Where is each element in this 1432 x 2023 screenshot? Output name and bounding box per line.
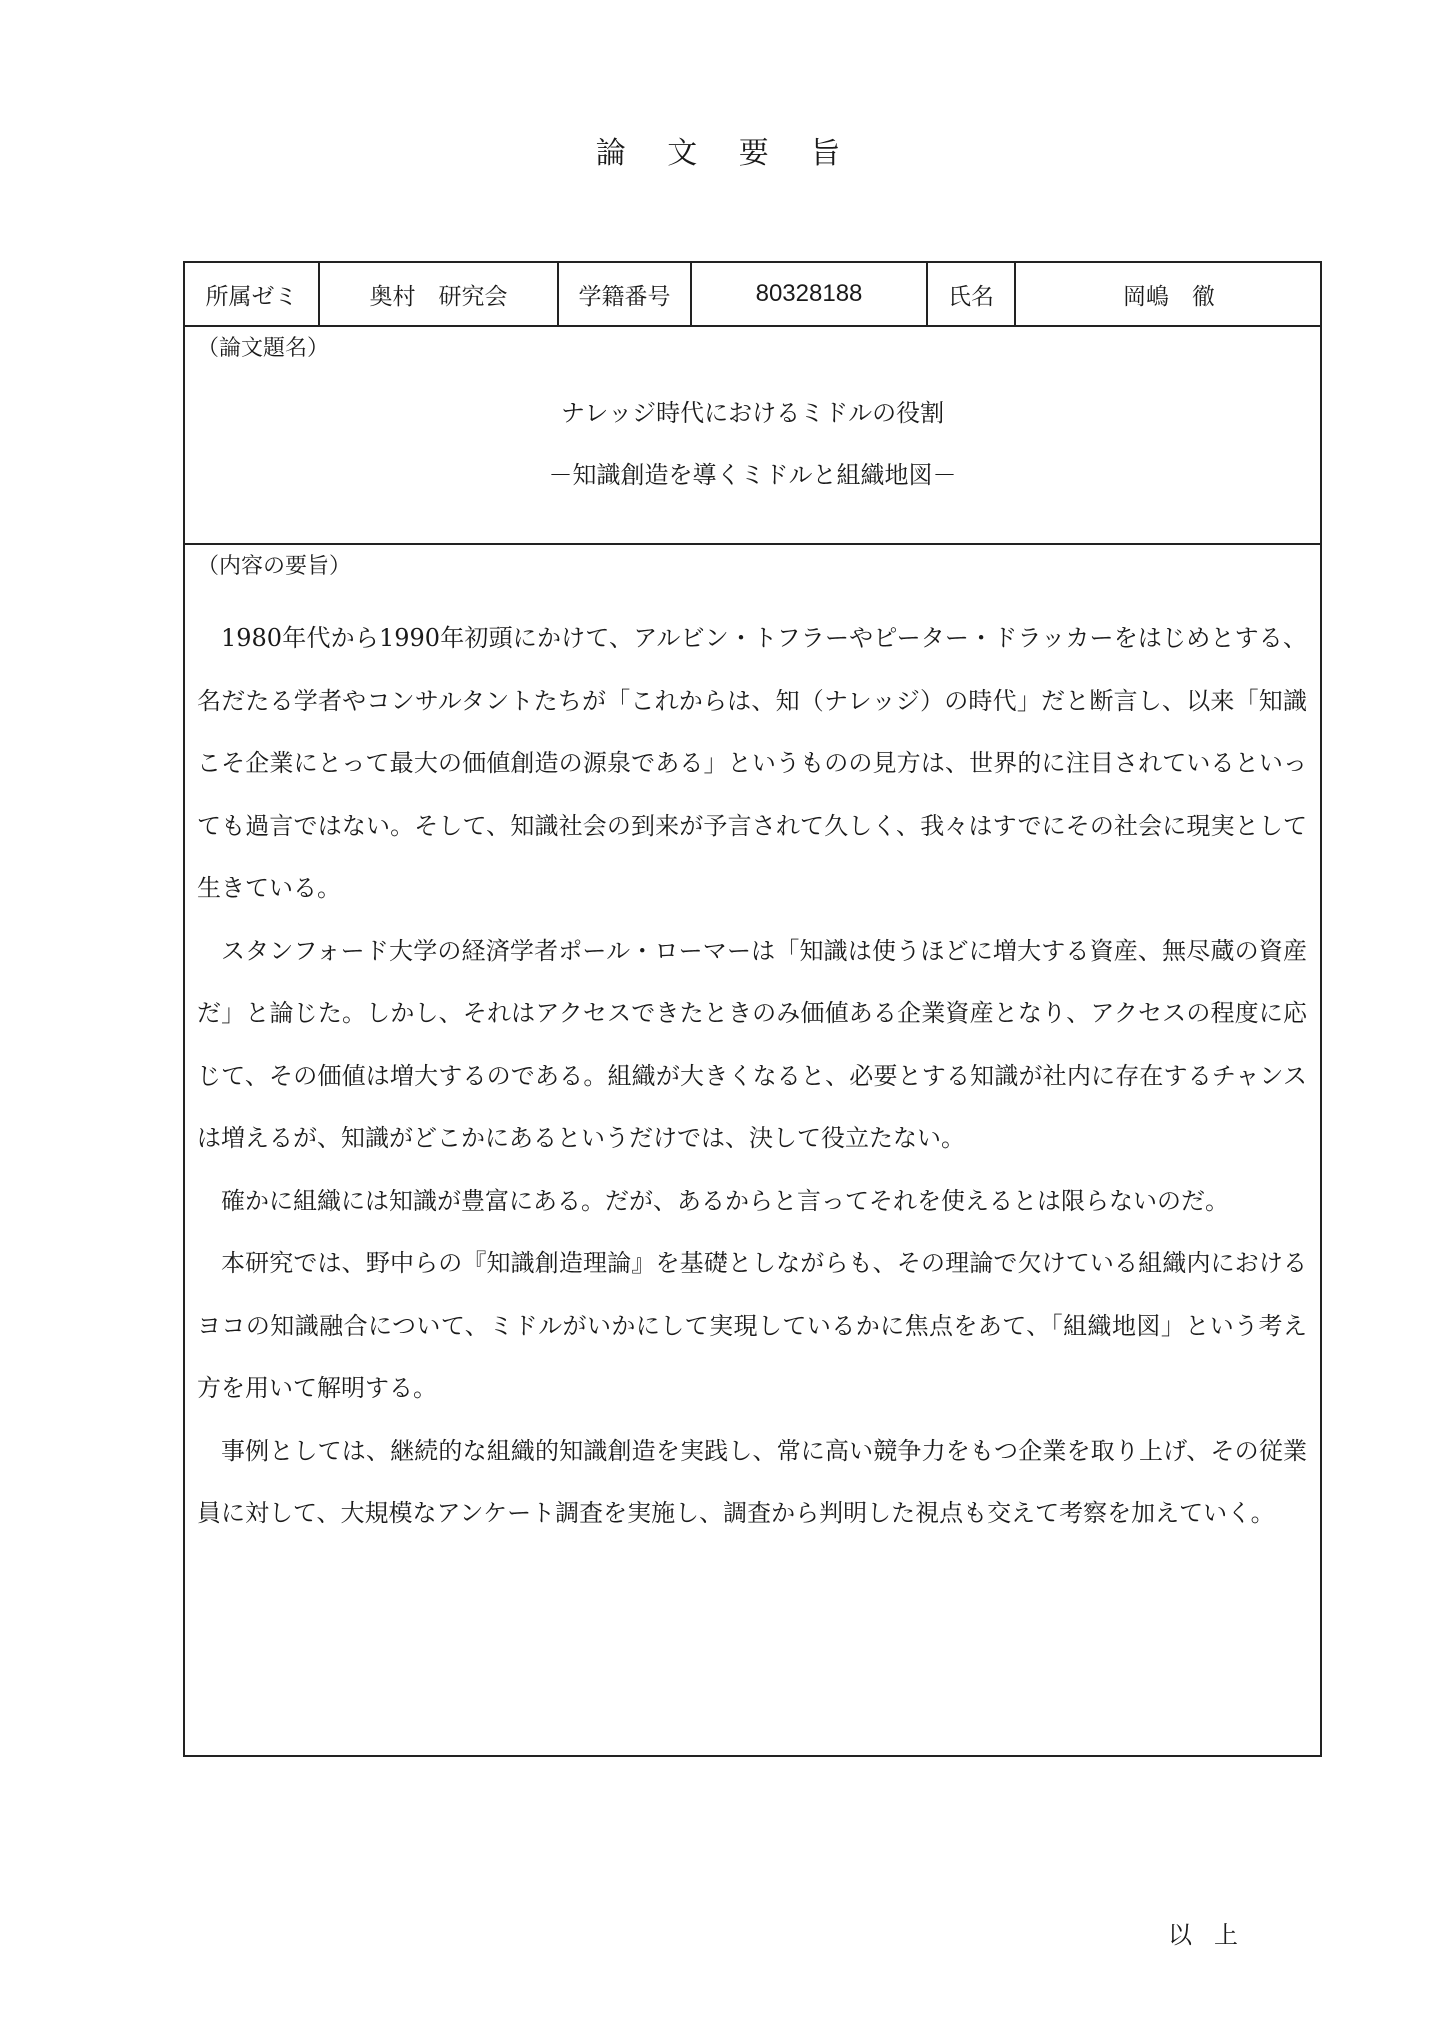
thesis-title-label: （論文題名） — [197, 336, 330, 361]
summary-paragraph: スタンフォード大学の経済学者ポール・ローマーは「知識は使うほどに増大する資産、無尽蔵の資産だ」と論じた。しかし、それはアクセスできたときのみ価値ある企業資産となり、アクセスの程度に応じて、その価値は増大するのである。組織が大きくなると、必要とする知識が社内に存在するチャンスは増えるが、知識がどこかにあるというだけでは、決して役立たない。 — [197, 936, 1307, 1152]
thesis-title: ナレッジ時代におけるミドルの役割 — [560, 399, 945, 427]
closing-mark: 以上 — [1168, 1921, 1260, 1949]
summary-body — [197, 607, 1307, 1545]
name-label: 氏名 — [928, 263, 1016, 325]
summary-paragraph: 確かに組織には知識が豊富にある。だが、あるからと言ってそれを使えるとは限らないのだ。 — [221, 1186, 1229, 1215]
summary-section — [185, 545, 1320, 1949]
summary-label: （内容の要旨） — [197, 554, 352, 579]
thesis-subtitle: －知識創造を導くミドルと組織地図－ — [548, 461, 957, 489]
seminar-label: 所属ゼミ — [185, 263, 320, 325]
abstract-form — [183, 261, 1322, 1949]
summary-paragraph: 1980年代から1990年初頭にかけて、アルビン・トフラーやピーター・ドラッカーをはじめとする、名だたる学者やコンサルタントたちが「これからは、知（ナレッジ）の時代」だと断言し、以来「知識こそ企業にとって最大の価値創造の源泉である」というものの見方は、世界的に注目されているといっても過言ではない。そして、知識社会の到来が予言されて久しく、我々はすでにその社会に現実として生きている。 — [197, 624, 1307, 902]
seminar-value: 奥村 研究会 — [320, 263, 559, 325]
document-heading: 論 文 要 旨 — [595, 136, 857, 171]
student-id-label: 学籍番号 — [559, 263, 692, 325]
thesis-title-section — [185, 327, 1320, 545]
name-value: 岡嶋 徹 — [1123, 283, 1215, 310]
info-row — [185, 263, 1320, 327]
student-id-value: 80328188 — [692, 263, 928, 325]
summary-paragraph: 本研究では、野中らの『知識創造理論』を基礎としながらも、その理論で欠けている組織内におけるヨコの知識融合について、ミドルがいかにして実現しているかに焦点をあて、「組織地図」という考え方を用いて解明する。 — [197, 1249, 1307, 1402]
summary-paragraph: 事例としては、継続的な組織的知識創造を実践し、常に高い競争力をもつ企業を取り上げ、その従業員に対して、大規模なアンケート調査を実施し、調査から判明した視点も交えて考察を加えていく。 — [197, 1436, 1307, 1527]
